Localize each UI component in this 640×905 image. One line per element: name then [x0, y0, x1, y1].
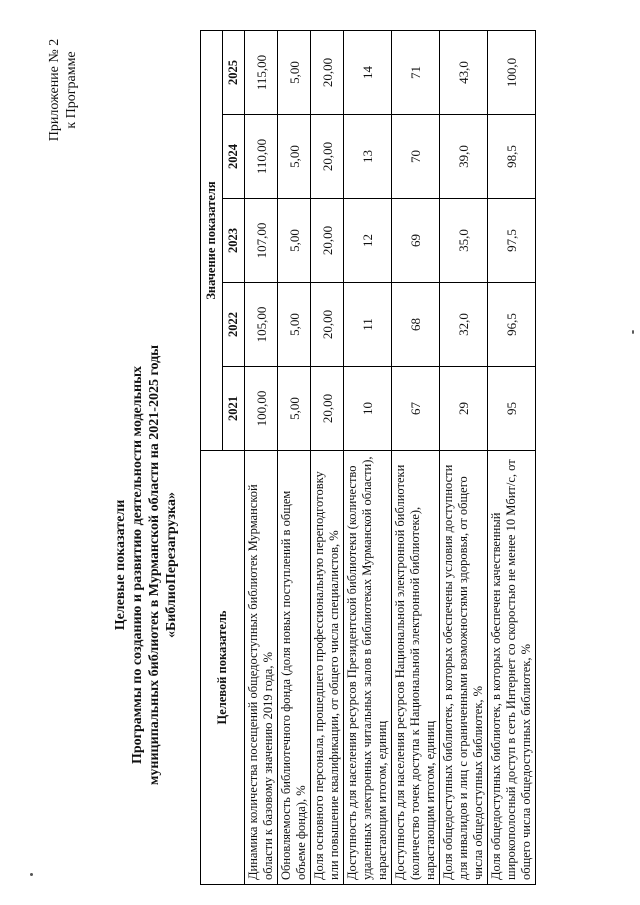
header-indicator-value: Значение показателя: [201, 30, 223, 450]
scan-speck: [632, 330, 634, 334]
indicator-name: Динамика количества посещений общедоступных библиотек Мурманской области к базовому значению 2019 года, %: [245, 451, 278, 885]
indicator-value: 98,5: [488, 115, 536, 199]
table-row: [245, 30, 278, 884]
indicator-value: 107,00: [245, 199, 278, 283]
header-year: 2024: [223, 115, 245, 199]
indicator-value: 20,00: [311, 283, 344, 367]
table-row: [344, 30, 392, 884]
indicator-value: 35,0: [440, 199, 488, 283]
header-year: 2022: [223, 283, 245, 367]
indicator-name: Доступность для населения ресурсов Президентской библиотеки (количество удаленных электронных читальных залов в библиотеках Мурманской области), нарастающим итогом, единиц: [344, 451, 392, 885]
indicator-value: 20,00: [311, 199, 344, 283]
indicator-value: 5,00: [278, 30, 311, 114]
indicator-value: 20,00: [311, 367, 344, 451]
appendix-number: Приложение № 2: [47, 38, 62, 142]
indicator-value: 69: [392, 199, 440, 283]
indicator-value: 5,00: [278, 199, 311, 283]
indicator-name: Доля общедоступных библиотек, в которых обеспечен качественный широкополосный доступ в сеть Интернет со скоростью не менее 10 Мбит/с, от общего числа общедоступных библиотек, %: [488, 451, 536, 885]
indicator-value: 29: [440, 367, 488, 451]
heading-line-1: Целевые показатели: [113, 499, 128, 631]
indicator-value: 100,00: [245, 367, 278, 451]
indicator-value: 10: [344, 367, 392, 451]
table-row: [311, 30, 344, 884]
heading-line-2: Программы по созданию и развитию деятельности модельных: [130, 365, 145, 765]
appendix-program: к Программе: [64, 51, 79, 129]
document-heading: [112, 265, 180, 865]
indicator-value: 39,0: [440, 115, 488, 199]
indicator-value: 5,00: [278, 367, 311, 451]
indicator-value: 12: [344, 199, 392, 283]
indicator-value: 20,00: [311, 30, 344, 114]
indicator-value: 68: [392, 283, 440, 367]
heading-line-4: «БиблиоПерезагрузка»: [164, 491, 179, 639]
indicator-name: Доля общедоступных библиотек, в которых обеспечены условия доступности для инвалидов и лиц с ограниченными возможностями здоровья, от общего числа общедоступных библиотек, %: [440, 451, 488, 885]
indicator-value: 95: [488, 367, 536, 451]
target-indicators-table: [200, 30, 536, 885]
scan-speck: [30, 873, 33, 876]
indicator-value: 105,00: [245, 283, 278, 367]
indicator-value: 11: [344, 283, 392, 367]
indicator-value: 96,5: [488, 283, 536, 367]
appendix-reference: [46, 10, 80, 170]
header-indicator: Целевой показатель: [201, 451, 245, 885]
table-row: [392, 30, 440, 884]
indicator-value: 100,0: [488, 30, 536, 114]
indicator-value: 14: [344, 30, 392, 114]
table-row: [440, 30, 488, 884]
indicator-value: 13: [344, 115, 392, 199]
indicator-value: 43,0: [440, 30, 488, 114]
indicator-name: Доля основного персонала, прошедшего профессиональную переподготовку или повышение квалификации, от общего числа специалистов, %: [311, 451, 344, 885]
indicator-value: 70: [392, 115, 440, 199]
header-year: 2021: [223, 367, 245, 451]
indicator-value: 5,00: [278, 283, 311, 367]
indicator-value: 115,00: [245, 30, 278, 114]
indicator-value: 110,00: [245, 115, 278, 199]
indicator-value: 5,00: [278, 115, 311, 199]
table-row: [278, 30, 311, 884]
indicator-name: Доступность для населения ресурсов Национальной электронной библиотеки (количество точек доступа к Национальной электронной библиотеке), нарастающим итогом, единиц: [392, 451, 440, 885]
indicator-value: 20,00: [311, 115, 344, 199]
heading-line-3: муниципальных библиотек в Мурманской области на 2021-2025 годы: [147, 344, 162, 786]
indicator-name: Обновляемость библиотечного фонда (доля новых поступлений в общем объеме фонда), %: [278, 451, 311, 885]
indicator-value: 67: [392, 367, 440, 451]
indicator-value: 97,5: [488, 199, 536, 283]
header-year: 2025: [223, 30, 245, 114]
indicator-value: 71: [392, 30, 440, 114]
table-row: [488, 30, 536, 884]
header-year: 2023: [223, 199, 245, 283]
indicator-value: 32,0: [440, 283, 488, 367]
